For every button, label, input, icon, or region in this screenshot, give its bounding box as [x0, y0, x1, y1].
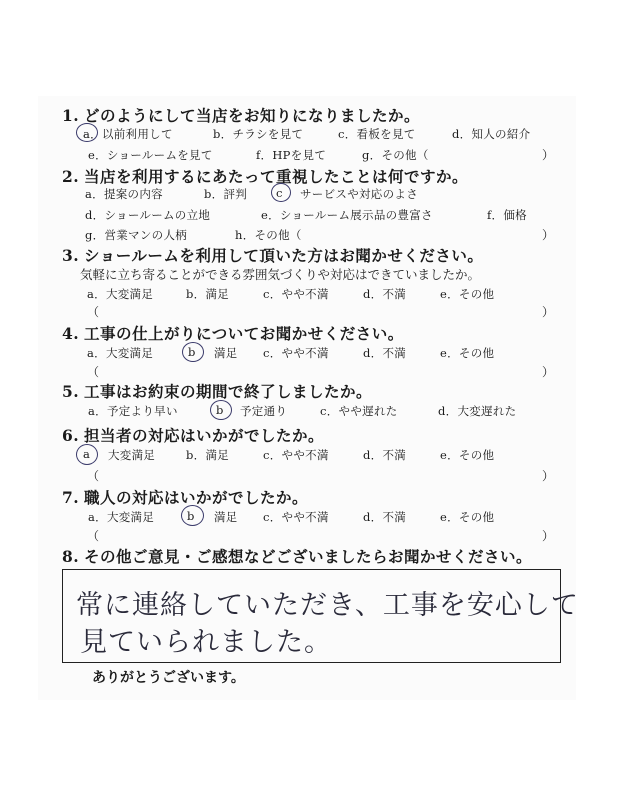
q1-option-f: f．HPを見て [256, 148, 327, 162]
q7-option-b: b [187, 509, 195, 523]
q2-paren-close: ） [542, 228, 555, 242]
q7-option-d: d．不満 [363, 510, 407, 524]
q2-option-a: a．提案の内容 [85, 187, 163, 201]
q7-option-a: a．大変満足 [88, 510, 155, 524]
question-8-title: 8. その他ご意見・ご感想などございましたらお聞かせください。 [62, 547, 533, 566]
question-3-subtitle: 気軽に立ち寄ることができる雰囲気づくりや対応はできていましたか。 [80, 267, 481, 282]
q1-option-d: d．知人の紹介 [452, 127, 531, 141]
q7-option-b-label: 満足 [214, 510, 238, 524]
q4-option-b-label: 満足 [214, 346, 238, 360]
q6-option-d: d．不満 [363, 448, 407, 462]
q5-option-b: b [216, 403, 224, 417]
question-5-title: 5. 工事はお約束の期間で終了しましたか。 [62, 382, 373, 401]
q3-option-e: e．その他 [440, 287, 495, 301]
q7-paren-close: ） [542, 529, 555, 543]
q5-option-c: c．やや遅れた [320, 404, 398, 418]
q1-option-g: g．その他（ [362, 148, 429, 162]
q6-paren-open: （ [87, 469, 100, 483]
q2-option-h: h．その他（ [235, 228, 302, 242]
q3-option-b: b．満足 [186, 287, 230, 301]
q5-option-d: d．大変遅れた [438, 404, 517, 418]
q3-option-a: a．大変満足 [87, 287, 154, 301]
q2-option-e: e．ショールーム展示品の豊富さ [261, 208, 433, 222]
q2-option-c: c [276, 186, 283, 200]
q5-option-a: a．予定より早い [88, 404, 178, 418]
q4-option-e: e．その他 [440, 346, 495, 360]
question-6-title: 6. 担当者の対応はいかがでしたか。 [62, 426, 325, 445]
q1-option-a: a．以前利用して [83, 127, 173, 141]
q3-option-d: d．不満 [363, 287, 407, 301]
question-7-title: 7. 職人の対応はいかがでしたか。 [62, 488, 309, 507]
q2-option-g: g．営業マンの人柄 [85, 228, 188, 242]
q6-option-a: a [83, 447, 91, 461]
q6-option-e: e．その他 [440, 448, 495, 462]
q4-option-b: b [188, 345, 196, 359]
question-2-title: 2. 当店を利用するにあたって重視したことは何ですか。 [62, 167, 469, 186]
q1-option-e: e．ショールームを見て [88, 148, 213, 162]
q6-option-a-label: 大変満足 [108, 448, 156, 462]
handwritten-comment-line-2: 見ていられました。 [80, 627, 332, 658]
q2-option-f: f．価格 [487, 208, 527, 222]
q1-option-c: c．看板を見て [338, 127, 416, 141]
q3-option-c: c．やや不満 [263, 287, 329, 301]
q6-option-c: c．やや不満 [263, 448, 329, 462]
q4-option-a: a．大変満足 [87, 346, 154, 360]
question-4-title: 4. 工事の仕上がりについてお聞かせください。 [62, 324, 404, 343]
q4-paren-open: （ [87, 365, 100, 379]
q1-paren-close: ） [542, 148, 555, 162]
q2-option-b: b．評判 [204, 187, 248, 201]
q6-paren-close: ） [542, 469, 555, 483]
q6-option-b: b．満足 [186, 448, 230, 462]
thanks-text: ありがとうございます。 [92, 670, 245, 686]
q7-option-c: c．やや不満 [263, 510, 329, 524]
q3-paren-close: ） [542, 305, 555, 319]
q4-paren-close: ） [542, 365, 555, 379]
q4-option-c: c．やや不満 [263, 346, 329, 360]
handwritten-comment-line-1: 常に連絡していただき、工事を安心して [76, 590, 579, 621]
q5-option-b-label: 予定通り [240, 404, 288, 418]
q7-paren-open: （ [87, 529, 100, 543]
q4-option-d: d．不満 [363, 346, 407, 360]
q7-option-e: e．その他 [440, 510, 495, 524]
q2-option-d: d．ショールームの立地 [85, 208, 211, 222]
q1-option-b: b．チラシを見て [213, 127, 304, 141]
question-1-title: 1. どのようにして当店をお知りになりましたか。 [62, 106, 421, 125]
q3-paren-open: （ [87, 305, 100, 319]
q2-option-c-label: サービスや対応のよさ [300, 187, 418, 201]
question-3-title: 3. ショールームを利用して頂いた方はお聞かせください。 [62, 246, 484, 265]
